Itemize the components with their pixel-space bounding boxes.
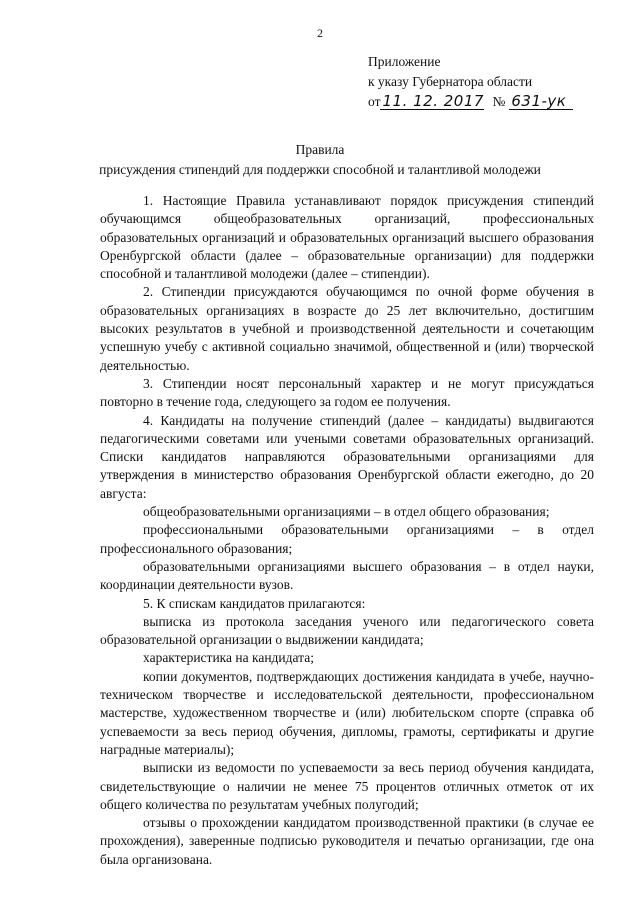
paragraph-5-item-copies: копии документов, подтверждающих достижения кандидата в учебе, научно-техническом творчестве и исследовательской деятельности, профессиональном мастерстве, художественном творчестве и (или) любительском спорте (справка об успеваемости за весь период обучения, дипломы, грамоты, сертификаты и другие наградные материалы); <box>100 668 594 757</box>
paragraph-5-item-characteristic: характеристика на кандидата; <box>143 650 314 666</box>
paragraph-5-item-grades: выписки из ведомости по успеваемости за весь период обучения кандидата, свидетельствующие о наличии не менее 75 процентов отличных отметок от их общего количества по результатам учебных полугодий; <box>100 760 594 812</box>
document-title <box>0 140 640 180</box>
appendix-label: Приложение <box>368 54 441 69</box>
paragraph-5-item-reviews: отзывы о прохождении кандидатом производственной практики (в случае ее прохождения), заверенные подписью руководителя и печатью организации, где она была организована. <box>100 815 594 867</box>
paragraph-3: 3. Стипендии носят персональный характер и не могут присуждаться повторно в течение года, следующего за годом ее получения. <box>100 375 594 410</box>
decree-date-handwritten: 11. 12. 2017 <box>382 92 484 110</box>
paragraph-2: 2. Стипендии присуждаются обучающимся по очной форме обучения в образовательных организациях в возрасте до 25 лет включительно, достигшим высоких результатов в учебной и производственной деятельности и сочетающим успешную учебу с активной социально значимой, общественной и (или) творческой деятельностью. <box>100 284 594 373</box>
decree-number-handwritten: 631-ук <box>509 94 573 110</box>
paragraph-4: 4. Кандидаты на получение стипендий (далее – кандидаты) выдвигаются педагогическими советами или учеными советами образовательных организаций. Списки кандидатов направляются образовательными организациями для утверждения в министерство образования Оренбургской области ежегодно, до 20 августа: <box>100 412 594 501</box>
title-line-2: присуждения стипендий для поддержки способной и талантливой молодежи <box>99 162 541 177</box>
paragraph-4-item-general: общеобразовательными организациями – в отдел общего образования; <box>143 504 550 520</box>
from-label: от <box>368 94 381 109</box>
document-body <box>100 192 594 869</box>
page-number: 2 <box>317 26 323 40</box>
paragraph-5-item-protocol: выписка из протокола заседания ученого или педагогического совета образовательной организации о выдвижении кандидата; <box>100 613 594 648</box>
decree-reference <box>368 92 573 112</box>
title-line-1: Правила <box>295 142 345 157</box>
paragraph-4-item-higher: образовательными организациями высшего образования – в отдел науки, координации деятельности вузов. <box>100 558 594 593</box>
paragraph-5: 5. К спискам кандидатов прилагаются: <box>143 595 366 611</box>
appendix-block <box>368 52 573 112</box>
paragraph-1: 1. Настоящие Правила устанавливают порядок присуждения стипендий обучающимся общеобразовательных организаций, профессиональных образовательных организаций и образовательных организаций высшего образования Оренбургской области (далее – образовательные организации) для поддержки способной и талантливой молодежи (далее – стипендии). <box>100 193 594 282</box>
paragraph-4-item-professional: профессиональными образовательными организациями – в отдел профессионального образования; <box>100 522 594 556</box>
number-sign: № <box>492 94 506 109</box>
appendix-decree: к указу Губернатора области <box>368 74 533 89</box>
